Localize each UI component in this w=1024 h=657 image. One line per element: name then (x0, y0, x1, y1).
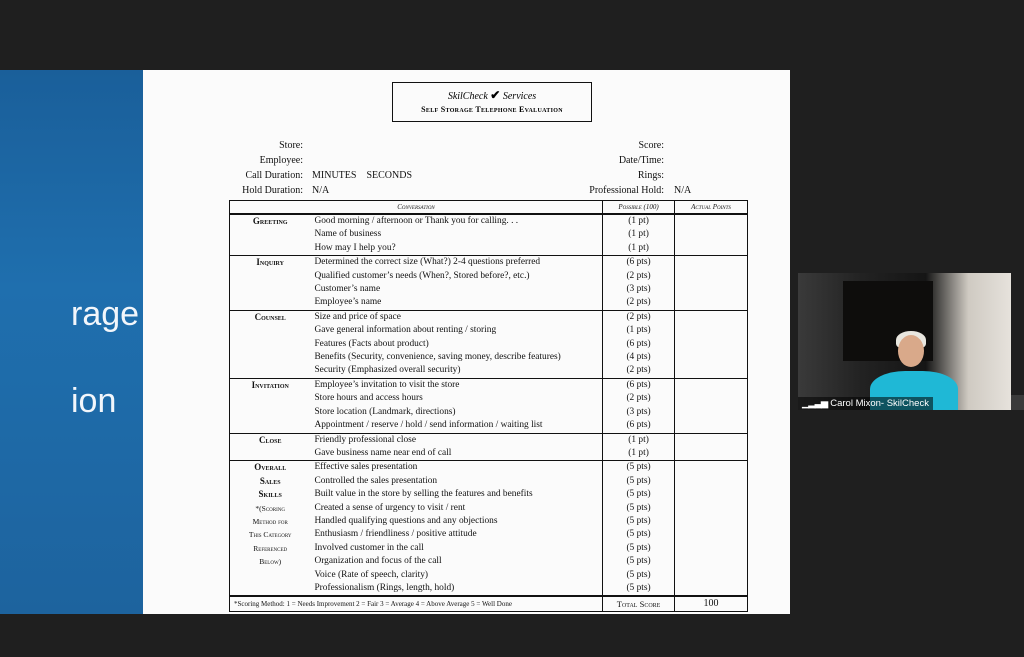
participant-nameplate (798, 397, 933, 410)
category-label: Referenced (230, 542, 311, 555)
criterion-text: Involved customer in the call (314, 542, 424, 553)
possible-points: (1 pts) (603, 324, 675, 337)
table-row (230, 378, 748, 392)
actual-points-cell (675, 256, 748, 270)
category-label (230, 569, 311, 582)
brand-logo (393, 88, 591, 103)
category-label: Counsel (230, 310, 311, 324)
table-row (230, 296, 748, 310)
table-row (230, 419, 748, 433)
category-label: Below) (230, 555, 311, 568)
actual-points-cell (675, 270, 748, 283)
table-row (230, 582, 748, 596)
slide-title-line-1: rage (71, 295, 140, 333)
possible-points: (5 pts) (603, 488, 675, 501)
possible-points: (5 pts) (603, 555, 675, 568)
possible-points: (5 pts) (603, 475, 675, 488)
criterion-text: Professionalism (Rings, length, hold) (314, 582, 455, 593)
criterion-text: Determined the correct size (What?) 2-4 questions preferred (310, 256, 602, 270)
column-conversation: Conversation (230, 201, 603, 215)
table-row (230, 310, 748, 324)
actual-points-cell (675, 488, 748, 501)
possible-points: (5 pts) (603, 515, 675, 528)
datetime-label: Date/Time: (618, 155, 664, 166)
check-icon: ✔ (490, 88, 501, 102)
possible-points: (5 pts) (603, 502, 675, 515)
slide-title-line-2: ion (71, 382, 117, 420)
professional-hold-label: Professional Hold: (589, 185, 664, 196)
actual-points-cell (675, 582, 748, 596)
possible-points: (6 pts) (603, 338, 675, 351)
possible-points: (6 pts) (603, 378, 675, 392)
actual-points-cell (675, 283, 748, 296)
category-label (230, 351, 311, 364)
possible-points: (3 pts) (603, 283, 675, 296)
category-label (230, 324, 311, 337)
actual-points-cell (675, 378, 748, 392)
criterion-text: Gave business name near end of call (314, 447, 452, 458)
participant-video[interactable] (798, 273, 1011, 410)
criterion-text: How may I help you? (314, 242, 396, 253)
criterion-text: Appointment / reserve / hold / send information / waiting list (314, 420, 543, 431)
possible-points: (1 pt) (603, 242, 675, 256)
criterion-text: Name of business (314, 229, 382, 240)
table-row (230, 324, 748, 337)
category-label (230, 447, 311, 461)
possible-points: (3 pts) (603, 406, 675, 419)
call-duration-label: Call Duration: (245, 170, 303, 181)
employee-label: Employee: (259, 155, 303, 166)
criterion-text: Customer’s name (314, 284, 381, 295)
evaluation-table (229, 200, 748, 612)
category-label (230, 582, 311, 596)
category-label: Close (230, 433, 311, 447)
professional-hold-value: N/A (674, 185, 692, 196)
participant-name: Carol Mixon- SkilCheck (830, 398, 929, 409)
category-label (230, 270, 311, 283)
category-label: Invitation (230, 378, 311, 392)
possible-points: (6 pts) (603, 419, 675, 433)
category-label: *(Scoring (230, 502, 311, 515)
criterion-text: Handled qualifying questions and any objections (314, 515, 498, 526)
category-label (230, 406, 311, 419)
possible-points: (4 pts) (603, 351, 675, 364)
possible-points: (1 pt) (603, 433, 675, 447)
category-label (230, 242, 311, 256)
participant-head (898, 335, 924, 367)
criterion-text: Benefits (Security, convenience, saving money, describe features) (314, 352, 561, 363)
presentation-slide (0, 70, 143, 614)
table-row (230, 461, 748, 475)
scoring-method: *Scoring Method: 1 = Needs Improvement 2 = Fair 3 = Average 4 = Above Average 5 = Well Done (230, 596, 603, 612)
table-row (230, 406, 748, 419)
form-title: Self Storage Telephone Evaluation (421, 105, 563, 114)
category-label: Skills (230, 488, 311, 501)
table-row (230, 351, 748, 364)
table-row (230, 338, 748, 351)
criterion-text: Friendly professional close (310, 433, 602, 447)
table-row (230, 475, 748, 488)
category-label: Overall (230, 461, 311, 475)
table-row (230, 392, 748, 405)
possible-points: (2 pts) (603, 392, 675, 405)
criterion-text: Qualified customer’s needs (When?, Stored before?, etc.) (314, 270, 530, 281)
total-score-value: 100 (675, 596, 748, 612)
possible-points: (5 pts) (603, 582, 675, 596)
criterion-text: Created a sense of urgency to visit / rent (314, 502, 466, 513)
actual-points-cell (675, 447, 748, 461)
actual-points-cell (675, 228, 748, 241)
brand-suffix: Services (502, 91, 537, 102)
category-label (230, 296, 311, 310)
criterion-text: Size and price of space (310, 310, 602, 324)
criterion-text: Enthusiasm / friendliness / positive attitude (314, 529, 477, 540)
possible-points: (2 pts) (603, 310, 675, 324)
actual-points-cell (675, 364, 748, 378)
table-row (230, 283, 748, 296)
table-row (230, 569, 748, 582)
table-row (230, 256, 748, 270)
possible-points: (5 pts) (603, 569, 675, 582)
actual-points-cell (675, 351, 748, 364)
criterion-text: Voice (Rate of speech, clarity) (314, 569, 429, 580)
category-label: Sales (230, 475, 311, 488)
rings-label: Rings: (637, 170, 664, 181)
criterion-text: Security (Emphasized overall security) (314, 365, 461, 376)
possible-points: (2 pts) (603, 270, 675, 283)
possible-points: (5 pts) (603, 461, 675, 475)
actual-points-cell (675, 324, 748, 337)
actual-points-cell (675, 296, 748, 310)
actual-points-cell (675, 502, 748, 515)
possible-points: (6 pts) (603, 256, 675, 270)
actual-points-cell (675, 310, 748, 324)
category-label (230, 392, 311, 405)
category-label: Method for (230, 515, 311, 528)
category-label (230, 228, 311, 241)
shared-document (143, 70, 790, 614)
actual-points-cell (675, 406, 748, 419)
category-label (230, 364, 311, 378)
category-label: Greeting (230, 214, 311, 228)
table-row (230, 542, 748, 555)
store-label: Store: (279, 140, 303, 151)
actual-points-cell (675, 392, 748, 405)
signal-icon: ▁▂▃▅ (802, 398, 828, 409)
table-row (230, 515, 748, 528)
possible-points: (2 pts) (603, 296, 675, 310)
possible-points: (5 pts) (603, 528, 675, 541)
call-duration-value: MINUTES SECONDS (312, 170, 413, 181)
table-row (230, 270, 748, 283)
total-score-label: Total Score (603, 596, 675, 612)
criterion-text: Employee’s name (314, 297, 382, 308)
actual-points-cell (675, 338, 748, 351)
actual-points-cell (675, 555, 748, 568)
table-row (230, 555, 748, 568)
table-row (230, 488, 748, 501)
actual-points-cell (675, 542, 748, 555)
possible-points: (2 pts) (603, 364, 675, 378)
table-row (230, 447, 748, 461)
table-row (230, 433, 748, 447)
criterion-text: Effective sales presentation (310, 461, 602, 475)
hold-duration-label: Hold Duration: (242, 185, 303, 196)
actual-points-cell (675, 433, 748, 447)
criterion-text: Organization and focus of the call (314, 556, 442, 567)
category-label (230, 419, 311, 433)
table-row (230, 502, 748, 515)
adjacent-video-edge (1011, 395, 1024, 410)
actual-points-cell (675, 515, 748, 528)
actual-points-cell (675, 419, 748, 433)
category-label (230, 283, 311, 296)
criterion-text: Store hours and access hours (314, 393, 423, 404)
actual-points-cell (675, 214, 748, 228)
column-actual: Actual Points (675, 201, 748, 215)
criterion-text: Good morning / afternoon or Thank you for calling. . . (310, 214, 602, 228)
possible-points: (1 pt) (603, 214, 675, 228)
possible-points: (1 pt) (603, 228, 675, 241)
actual-points-cell (675, 242, 748, 256)
criterion-text: Gave general information about renting / storing (314, 325, 497, 336)
brand-name: SkilCheck (447, 91, 488, 102)
actual-points-cell (675, 475, 748, 488)
column-possible: Possible (100) (603, 201, 675, 215)
possible-points: (1 pt) (603, 447, 675, 461)
criterion-text: Features (Facts about product) (314, 338, 429, 349)
criterion-text: Employee’s invitation to visit the store (310, 378, 602, 392)
criterion-text: Controlled the sales presentation (314, 475, 438, 486)
table-row (230, 528, 748, 541)
table-row (230, 242, 748, 256)
criterion-text: Built value in the store by selling the features and benefits (314, 489, 533, 500)
actual-points-cell (675, 569, 748, 582)
actual-points-cell (675, 528, 748, 541)
hold-duration-value: N/A (312, 185, 330, 196)
category-label: This Category (230, 528, 311, 541)
category-label: Inquiry (230, 256, 311, 270)
actual-points-cell (675, 461, 748, 475)
criterion-text: Store location (Landmark, directions) (314, 406, 456, 417)
form-header (392, 82, 592, 122)
category-label (230, 338, 311, 351)
table-row (230, 214, 748, 228)
possible-points: (5 pts) (603, 542, 675, 555)
table-row (230, 228, 748, 241)
table-row (230, 364, 748, 378)
score-label: Score: (638, 140, 664, 151)
